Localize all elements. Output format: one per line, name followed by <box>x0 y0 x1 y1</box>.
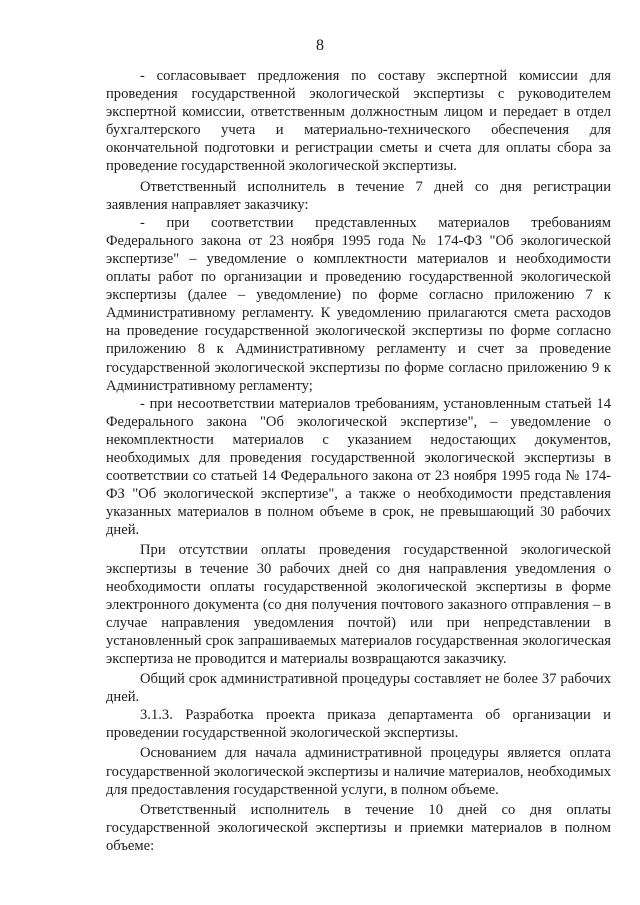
paragraph-compliance: - при соответствии представленных материалов требованиям Федерального закона от 23 ноября 1995 года № 174-ФЗ "Об экологической экспертизе" – уведомление о комплектности материалов и необходимости оплаты работ по организации и проведению государственной экологической экспертизы (далее – уведомление) по форме согласно приложению 7 к Административному регламенту. К уведомлению прилагаются смета расходов на проведение государственной экологической экспертизы по форме согласно приложению 8 к Административному регламенту и счет за проведение государственной экологической экспертизы по форме согласно приложению 9 к Административному регламенту; <box>106 214 611 394</box>
paragraph-noncompliance: - при несоответствии материалов требованиям, установленным статьей 14 Федерального закона "Об экологической экспертизе", – уведомление о некомплектности материалов с указанием недостающих документов, необходимых для проведения государственной экологической экспертизы в соответствии со статьей 14 Федерального закона от 23 ноября 1995 года № 174-ФЗ "Об экологической экспертизе", а также о необходимости представления указанных материалов в полном объеме в срок, не превышающий 30 рабочих дней. <box>106 395 611 539</box>
section-heading-3-1-3: 3.1.3. Разработка проекта приказа департамента об организации и проведении государственной экологической экспертизы. <box>106 707 611 742</box>
paragraph-total-term: Общий срок административной процедуры составляет не более 37 рабочих дней. <box>106 671 611 706</box>
paragraph-basis: Основанием для начала административной процедуры является оплата государственной экологической экспертизы и наличие материалов, необходимых для предоставления государственной услуги, в полном объеме. <box>106 745 611 798</box>
paragraph-approval: - согласовывает предложения по составу экспертной комиссии для проведения государственной экологической экспертизы с руководителем экспертной комиссии, ответственным должностным лицом и передает в отдел бухгалтерского учета и материально-технического обеспечения для окончательной подготовки и регистрации сметы и счета для оплаты сбора за проведение государственной экологической экспертизы. <box>106 68 611 175</box>
paragraph-executor-sends: Ответственный исполнитель в течение 7 дней со дня регистрации заявления направляет заказчику: <box>106 178 611 213</box>
page-number: 8 <box>316 37 324 54</box>
paragraph-executor-10-days: Ответственный исполнитель в течение 10 дней со дня оплаты государственной экологической экспертизы и приемки материалов в полном объеме: <box>106 801 611 854</box>
paragraph-no-payment: При отсутствии оплаты проведения государственной экологической экспертизы в течение 30 рабочих дней со дня направления уведомления о необходимости оплаты государственной экологической экспертизы в форме электронного документа (со дня получения почтового заказного отправления – в случае направления уведомления почтой) или при непредставлении в установленный срок запрашиваемых материалов государственная экологическая экспертиза не проводится и материалы возвращаются заказчику. <box>106 542 611 667</box>
document-body <box>106 67 611 855</box>
